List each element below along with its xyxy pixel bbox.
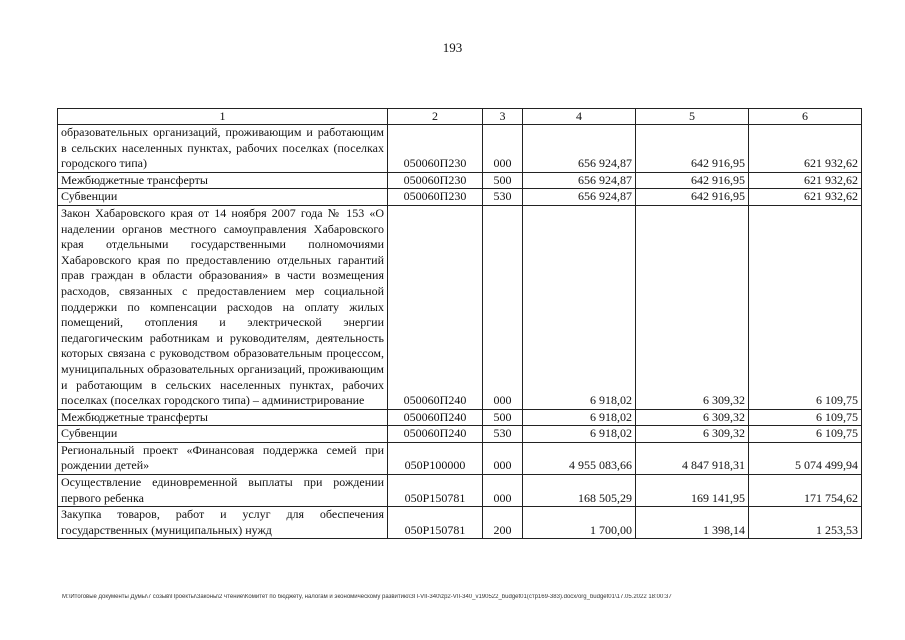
row-value-1-cell: 6 918,02 xyxy=(523,205,636,409)
row-name-cell: Межбюджетные трансферты xyxy=(58,172,388,189)
row-kind-cell: 000 xyxy=(483,125,523,173)
row-name-cell: Субвенции xyxy=(58,426,388,443)
table-row xyxy=(58,442,862,474)
table-row xyxy=(58,475,862,507)
table-row xyxy=(58,189,862,206)
row-value-1-cell: 6 918,02 xyxy=(523,409,636,426)
row-value-2-cell: 642 916,95 xyxy=(636,189,749,206)
row-kind-cell: 000 xyxy=(483,442,523,474)
row-value-3-cell: 1 253,53 xyxy=(749,507,862,539)
row-value-3-cell: 5 074 499,94 xyxy=(749,442,862,474)
row-kind-cell: 200 xyxy=(483,507,523,539)
table-header-row xyxy=(58,109,862,125)
table-row xyxy=(58,172,862,189)
row-name-cell: Осуществление единовременной выплаты при рождении первого ребенка xyxy=(58,475,388,507)
header-cell-1: 1 xyxy=(58,109,388,125)
page-number: 193 xyxy=(442,40,463,55)
row-name-cell: Межбюджетные трансферты xyxy=(58,409,388,426)
row-value-1-cell: 656 924,87 xyxy=(523,172,636,189)
row-value-2-cell: 642 916,95 xyxy=(636,172,749,189)
row-name-cell: Региональный проект «Финансовая поддержка семей при рождении детей» xyxy=(58,442,388,474)
row-value-2-cell: 169 141,95 xyxy=(636,475,749,507)
row-code-cell: 050060П240 xyxy=(388,409,483,426)
row-code-cell: 050Р150781 xyxy=(388,507,483,539)
row-code-cell: 050060П240 xyxy=(388,205,483,409)
row-value-1-cell: 6 918,02 xyxy=(523,426,636,443)
row-value-2-cell: 6 309,32 xyxy=(636,205,749,409)
row-kind-cell: 500 xyxy=(483,172,523,189)
document-footer-path: M:\Итоговые документы Думы\7 созыв\Проекты\Законы\2 чтение\Комитет по бюджету, налогам и экономическому развитию\ЗП-VII-340\zp2-VII-340_v190522_budget01(стр169-383).docx/org_budget01\17.05.2022 18:00:37 xyxy=(62,594,672,600)
row-name-cell: Закупка товаров, работ и услуг для обеспечения государственных (муниципальных) нужд xyxy=(58,507,388,539)
row-kind-cell: 530 xyxy=(483,189,523,206)
row-value-3-cell: 621 932,62 xyxy=(749,172,862,189)
row-value-1-cell: 1 700,00 xyxy=(523,507,636,539)
budget-table xyxy=(57,108,862,539)
header-cell-3: 3 xyxy=(483,109,523,125)
row-value-3-cell: 171 754,62 xyxy=(749,475,862,507)
header-cell-6: 6 xyxy=(749,109,862,125)
row-value-1-cell: 4 955 083,66 xyxy=(523,442,636,474)
table-row xyxy=(58,426,862,443)
row-value-3-cell: 6 109,75 xyxy=(749,205,862,409)
row-value-2-cell: 642 916,95 xyxy=(636,125,749,173)
row-value-2-cell: 6 309,32 xyxy=(636,426,749,443)
row-kind-cell: 500 xyxy=(483,409,523,426)
row-name-cell: Субвенции xyxy=(58,189,388,206)
row-name-cell: Закон Хабаровского края от 14 ноября 2007 года № 153 «О наделении органов местного самоуправления Хабаровского края отдельными государственными полномочиями Хабаровского края по предоставлению отдельных гарантий прав граждан в области образования» в части возмещения расходов, связанных с предоставлением мер социальной поддержки по компенсации расходов на оплату жилых помещений, отопления и электрической энергии педагогическим работникам и руководителям, деятельность которых связана с руководством образовательным процессом, муниципальных образовательных организаций, проживающим и работающим в сельских населенных пунктах, рабочих поселках (поселках городского типа) – администрирование xyxy=(58,205,388,409)
row-code-cell: 050Р150781 xyxy=(388,475,483,507)
row-name-cell: образовательных организаций, проживающим и работающим в сельских населенных пунктах, рабочих поселках (поселках городского типа) xyxy=(58,125,388,173)
row-code-cell: 050060П240 xyxy=(388,426,483,443)
row-code-cell: 050060П230 xyxy=(388,125,483,173)
header-cell-4: 4 xyxy=(523,109,636,125)
row-kind-cell: 000 xyxy=(483,475,523,507)
row-value-3-cell: 6 109,75 xyxy=(749,426,862,443)
row-value-1-cell: 656 924,87 xyxy=(523,125,636,173)
table-row xyxy=(58,409,862,426)
row-value-2-cell: 1 398,14 xyxy=(636,507,749,539)
header-cell-2: 2 xyxy=(388,109,483,125)
row-value-1-cell: 168 505,29 xyxy=(523,475,636,507)
row-value-2-cell: 4 847 918,31 xyxy=(636,442,749,474)
row-value-2-cell: 6 309,32 xyxy=(636,409,749,426)
row-kind-cell: 000 xyxy=(483,205,523,409)
row-value-1-cell: 656 924,87 xyxy=(523,189,636,206)
row-value-3-cell: 621 932,62 xyxy=(749,125,862,173)
row-code-cell: 050060П230 xyxy=(388,189,483,206)
row-value-3-cell: 621 932,62 xyxy=(749,189,862,206)
table-row xyxy=(58,205,862,409)
row-code-cell: 050Р100000 xyxy=(388,442,483,474)
header-cell-5: 5 xyxy=(636,109,749,125)
row-code-cell: 050060П230 xyxy=(388,172,483,189)
table-row xyxy=(58,125,862,173)
table-row xyxy=(58,507,862,539)
row-kind-cell: 530 xyxy=(483,426,523,443)
row-value-3-cell: 6 109,75 xyxy=(749,409,862,426)
